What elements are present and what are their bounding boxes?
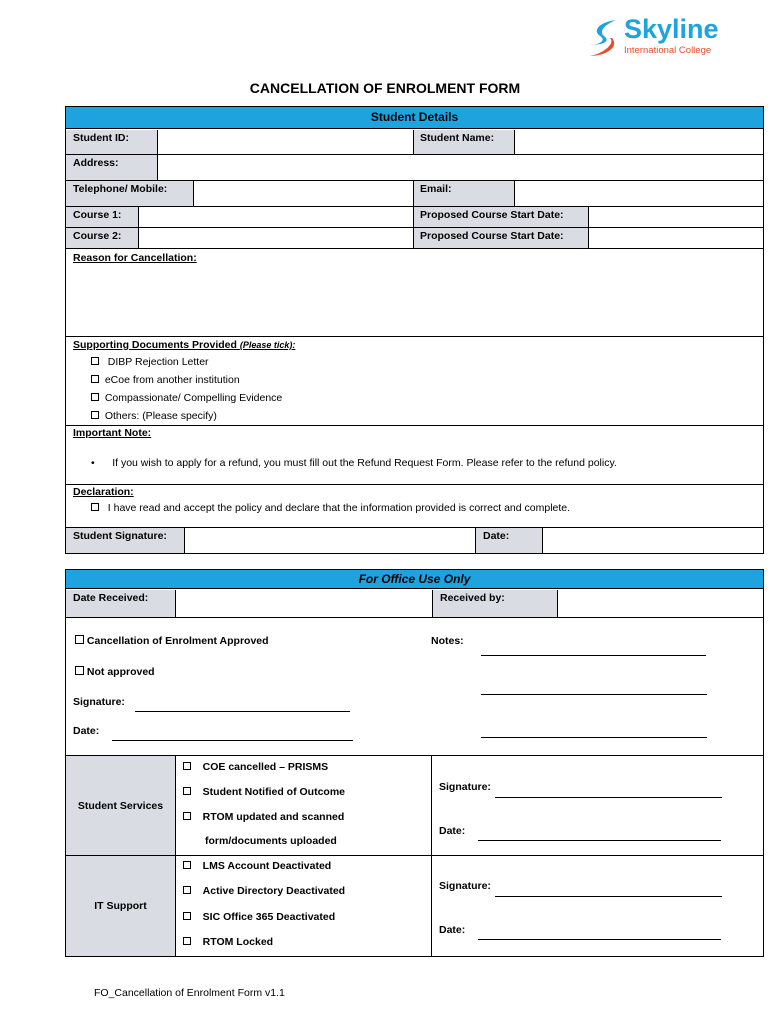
notes-line[interactable] (481, 655, 706, 656)
student-signature-field[interactable] (185, 528, 476, 553)
it-item-lms[interactable]: LMS Account Deactivated (183, 860, 331, 872)
doc-item-dibp[interactable]: DIBP Rejection Letter (91, 356, 209, 368)
office-use-header-text: For Office Use Only (358, 572, 471, 586)
it-support-label: IT Support (94, 900, 147, 912)
checkbox[interactable] (91, 357, 99, 365)
it-support-label-cell (66, 856, 176, 956)
checkbox[interactable] (75, 635, 84, 644)
ss-date-line[interactable] (478, 840, 721, 841)
course2-start-label: Proposed Course Start Date: (414, 228, 589, 249)
checkbox[interactable] (183, 886, 191, 894)
it-item-rtom[interactable]: RTOM Locked (183, 936, 273, 948)
address-field[interactable] (158, 155, 763, 181)
course1-field[interactable] (139, 207, 414, 228)
logo-name: Skyline (624, 14, 719, 44)
office-signature-label: Signature: (73, 696, 125, 708)
ss-signature-line[interactable] (495, 797, 722, 798)
course1-start-label: Proposed Course Start Date: (414, 207, 589, 228)
checkbox[interactable] (75, 666, 84, 675)
email-field[interactable] (515, 181, 763, 207)
checkbox[interactable] (91, 375, 99, 383)
logo (586, 14, 736, 62)
it-date-line[interactable] (478, 939, 721, 940)
checkbox[interactable] (183, 861, 191, 869)
logo-swoosh-icon (586, 16, 626, 60)
student-details-header-text: Student Details (370, 110, 459, 124)
received-by-label: Received by: (433, 590, 558, 618)
it-item-ad[interactable]: Active Directory Deactivated (183, 885, 345, 897)
student-details-header (66, 107, 763, 129)
student-id-field[interactable] (158, 130, 414, 155)
student-services-label: Student Services (77, 799, 164, 812)
it-date-label: Date: (439, 924, 466, 936)
declaration-label: Declaration: (73, 486, 134, 498)
course1-label: Course 1: (66, 207, 139, 228)
telephone-field[interactable] (194, 181, 414, 207)
checkbox[interactable] (183, 937, 191, 945)
divider (66, 425, 763, 426)
student-date-label: Date: (476, 528, 543, 553)
important-note-text: • If you wish to apply for a refund, you must fill out the Refund Request Form. Please refer to the refund policy. (91, 457, 617, 469)
student-date-field[interactable] (543, 528, 763, 553)
doc-item-ecoe[interactable]: eCoe from another institution (91, 374, 240, 386)
approved-option[interactable]: Cancellation of Enrolment Approved (75, 635, 269, 647)
declaration-item[interactable]: I have read and accept the policy and declare that the information provided is correct and complete. (91, 502, 570, 514)
checkbox[interactable] (183, 812, 191, 820)
course2-start-field[interactable] (589, 228, 763, 249)
doc-item-compassionate[interactable]: Compassionate/ Compelling Evidence (91, 392, 282, 404)
ss-item-rtom-cont: form/documents uploaded (205, 835, 337, 847)
doc-item-others[interactable]: Others: (Please specify) (91, 410, 217, 422)
checkbox[interactable] (91, 411, 99, 419)
reason-field[interactable] (66, 266, 763, 337)
email-label: Email: (414, 181, 515, 207)
course2-field[interactable] (139, 228, 414, 249)
page-title: CANCELLATION OF ENROLMENT FORM (249, 80, 521, 96)
course2-label: Course 2: (66, 228, 139, 249)
ss-item-coe[interactable]: COE cancelled – PRISMS (183, 761, 328, 773)
date-received-label: Date Received: (66, 590, 176, 618)
ss-date-label: Date: (439, 825, 466, 837)
checkbox[interactable] (91, 503, 99, 511)
ss-signature-label: Signature: (439, 781, 491, 793)
student-id-label: Student ID: (66, 130, 158, 155)
student-signature-label: Student Signature: (66, 528, 185, 553)
notes-line[interactable] (481, 694, 707, 695)
it-signature-label: Signature: (439, 880, 491, 892)
supporting-docs-label: Supporting Documents Provided (Please tick): (73, 339, 296, 351)
divider (66, 484, 763, 485)
office-signature-line[interactable] (135, 711, 350, 712)
checkbox[interactable] (91, 393, 99, 401)
student-services-label-cell (66, 756, 176, 856)
logo-subtitle: International College (624, 45, 712, 56)
not-approved-option[interactable]: Not approved (75, 666, 155, 678)
it-item-o365[interactable]: SIC Office 365 Deactivated (183, 911, 335, 923)
ss-item-notified[interactable]: Student Notified of Outcome (183, 786, 345, 798)
date-received-field[interactable] (176, 590, 433, 618)
course1-start-field[interactable] (589, 207, 763, 228)
received-by-field[interactable] (558, 590, 763, 618)
student-name-label: Student Name: (414, 130, 515, 155)
divider (432, 855, 763, 856)
telephone-label: Telephone/ Mobile: (66, 181, 194, 207)
checkbox[interactable] (183, 762, 191, 770)
checkbox[interactable] (183, 912, 191, 920)
footer-text: FO_Cancellation of Enrolment Form v1.1 (94, 987, 285, 999)
ss-item-rtom[interactable]: RTOM updated and scanned (183, 811, 344, 823)
office-date-label: Date: (73, 725, 100, 737)
address-label: Address: (66, 155, 158, 181)
notes-line[interactable] (481, 737, 707, 738)
student-name-field[interactable] (515, 130, 763, 155)
reason-label: Reason for Cancellation: (73, 252, 197, 264)
checkbox[interactable] (183, 787, 191, 795)
notes-label: Notes: (431, 635, 464, 647)
office-use-header (66, 570, 763, 589)
it-signature-line[interactable] (495, 896, 722, 897)
important-note-label: Important Note: (73, 427, 152, 439)
office-date-line[interactable] (112, 740, 353, 741)
